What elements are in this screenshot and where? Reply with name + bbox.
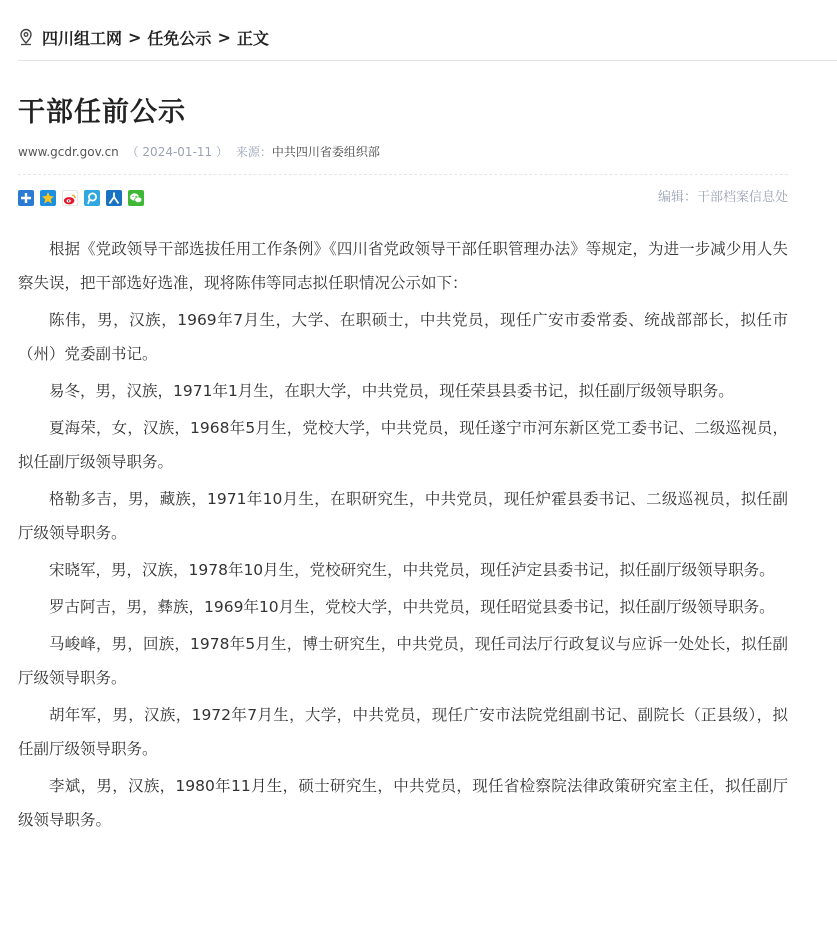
article-body bbox=[18, 232, 788, 840]
header-divider bbox=[18, 60, 837, 61]
candidate-paragraph: 罗古阿吉，男，彝族，1969年10月生，党校大学，中共党员，现任昭觉县委书记，拟任副厅级领导职务。 bbox=[49, 598, 775, 616]
candidate-paragraph: 格勒多吉，男，藏族，1971年10月生，在职研究生，中共党员，现任炉霍县委书记、二级巡视员，拟任副厅级领导职务。 bbox=[18, 490, 788, 542]
candidate-paragraph: 宋晓军，男，汉族，1978年10月生，党校研究生，中共党员，现任泸定县委书记，拟任副厅级领导职务。 bbox=[49, 561, 775, 579]
editor-credit: 编辑：干部档案信息处 bbox=[657, 190, 788, 205]
site-url: www.gcdr.gov.cn bbox=[18, 145, 119, 159]
breadcrumb-section-link[interactable]: 任免公示 bbox=[147, 28, 212, 48]
breadcrumb bbox=[18, 26, 269, 48]
source-name: 中共四川省委组织部 bbox=[271, 145, 380, 159]
share-tencent-weibo-icon[interactable] bbox=[84, 190, 100, 206]
source-label: 来源： bbox=[235, 145, 272, 159]
share-wechat-icon[interactable] bbox=[128, 190, 144, 206]
share-more-icon[interactable] bbox=[18, 190, 34, 206]
meta-divider bbox=[18, 174, 788, 175]
breadcrumb-home-link[interactable]: 四川组工网 bbox=[42, 28, 123, 48]
article-meta bbox=[18, 143, 380, 160]
page-title: 干部任前公示 bbox=[18, 97, 186, 128]
candidate-paragraph: 胡年军，男，汉族，1972年7月生，大学，中共党员，现任广安市法院党组副书记、副院长（正县级），拟任副厅级领导职务。 bbox=[18, 706, 788, 758]
share-qzone-icon[interactable] bbox=[40, 190, 56, 206]
candidate-paragraph: 李斌，男，汉族，1980年11月生，硕士研究生，中共党员，现任省检察院法律政策研究室主任，拟任副厅级领导职务。 bbox=[18, 777, 788, 829]
publish-date: （ 2024-01-11 ） bbox=[126, 145, 228, 159]
candidate-paragraph: 夏海荣，女，汉族，1968年5月生，党校大学，中共党员，现任遂宁市河东新区党工委书记、二级巡视员，拟任副厅级领导职务。 bbox=[18, 419, 788, 471]
breadcrumb-current: 正文 bbox=[236, 28, 269, 48]
breadcrumb-separator: > bbox=[128, 27, 142, 47]
candidate-paragraph: 陈伟，男，汉族，1969年7月生，大学、在职硕士，中共党员，现任广安市委常委、统战部部长，拟任市（州）党委副书记。 bbox=[18, 311, 788, 363]
share-renren-icon[interactable] bbox=[106, 190, 122, 206]
candidate-paragraph: 易冬，男，汉族，1971年1月生，在职大学，中共党员，现任荣县县委书记，拟任副厅级领导职务。 bbox=[49, 382, 734, 400]
candidate-paragraph: 马峻峰，男，回族，1978年5月生，博士研究生，中共党员，现任司法厅行政复议与应诉一处处长，拟任副厅级领导职务。 bbox=[18, 635, 788, 687]
intro-paragraph: 根据《党政领导干部选拔任用工作条例》《四川省党政领导干部任职管理办法》等规定，为进一步减少用人失察失误，把干部选好选准，现将陈伟等同志拟任职情况公示如下： bbox=[18, 240, 788, 292]
share-weibo-icon[interactable] bbox=[62, 190, 78, 206]
share-toolbar bbox=[18, 190, 144, 206]
breadcrumb-separator: > bbox=[217, 27, 231, 47]
location-pin-icon bbox=[18, 28, 34, 46]
